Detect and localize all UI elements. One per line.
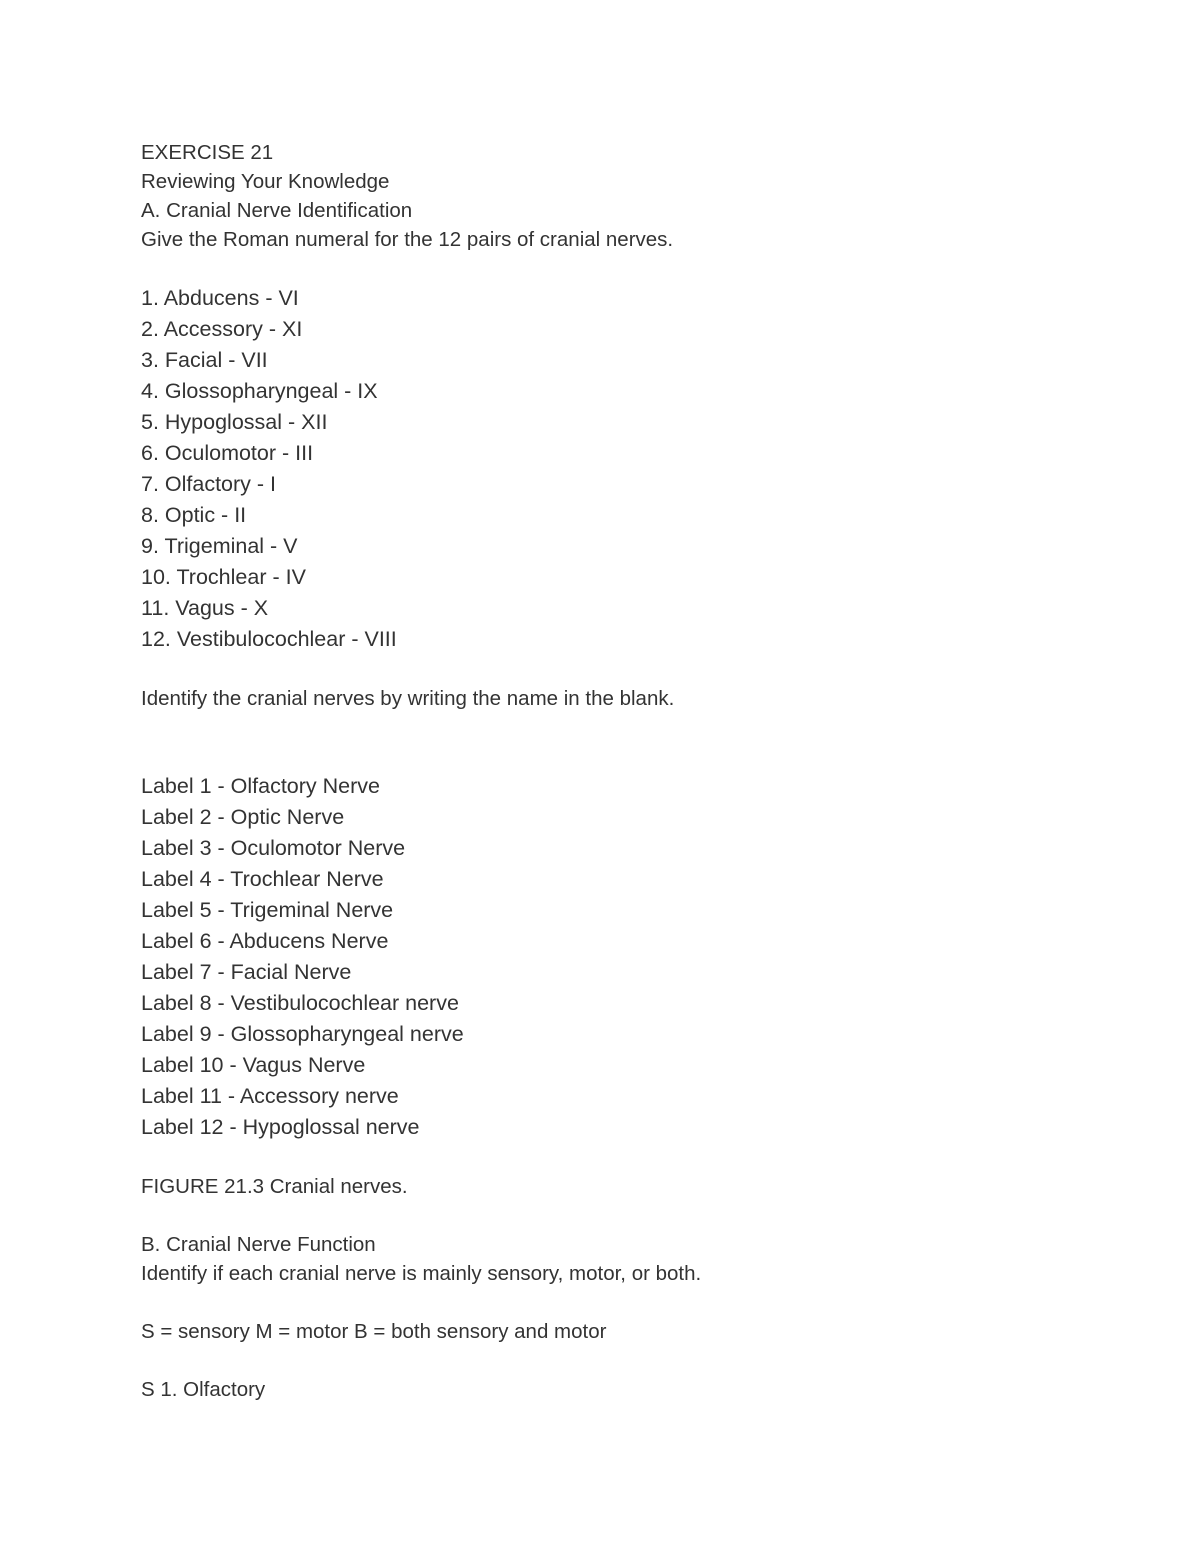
list-item: 12. Vestibulocochlear - VIII <box>141 627 397 651</box>
spacer <box>141 713 1141 771</box>
list-item: Label 5 - Trigeminal Nerve <box>141 898 394 922</box>
spacer <box>141 1346 1141 1375</box>
list-item: Label 12 - Hypoglossal nerve <box>141 1115 420 1139</box>
spacer <box>141 254 1141 283</box>
list-item: 10. Trochlear - IV <box>141 565 306 589</box>
list-item: 4. Glossopharyngeal - IX <box>141 379 378 403</box>
list-item: Label 7 - Facial Nerve <box>141 960 352 984</box>
list-item: Label 6 - Abducens Nerve <box>141 929 389 953</box>
label-list <box>141 771 1141 1143</box>
exercise-title: EXERCISE 21 <box>141 141 274 164</box>
list-item: 6. Oculomotor - III <box>141 441 314 465</box>
roman-numeral-list <box>141 283 1141 655</box>
section-b-first-item: S 1. Olfactory <box>141 1378 266 1401</box>
exercise-subtitle: Reviewing Your Knowledge <box>141 170 390 193</box>
list-item: Label 8 - Vestibulocochlear nerve <box>141 991 459 1015</box>
list-item: Label 4 - Trochlear Nerve <box>141 867 384 891</box>
list-item: Label 2 - Optic Nerve <box>141 805 345 829</box>
spacer <box>141 1143 1141 1172</box>
list-item: 5. Hypoglossal - XII <box>141 410 328 434</box>
spacer <box>141 655 1141 684</box>
list-item: Label 11 - Accessory nerve <box>141 1084 399 1108</box>
list-item: 11. Vagus - X <box>141 596 269 620</box>
section-b-key: S = sensory M = motor B = both sensory and motor <box>141 1320 607 1343</box>
list-item: Label 1 - Olfactory Nerve <box>141 774 380 798</box>
list-item: 9. Trigeminal - V <box>141 534 298 558</box>
section-a-title: A. Cranial Nerve Identification <box>141 199 413 222</box>
list-item: 3. Facial - VII <box>141 348 268 372</box>
section-b-title: B. Cranial Nerve Function <box>141 1233 376 1256</box>
list-item: 8. Optic - II <box>141 503 247 527</box>
section-b-instruction: Identify if each cranial nerve is mainly sensory, motor, or both. <box>141 1262 702 1285</box>
spacer <box>141 1288 1141 1317</box>
list-item: Label 10 - Vagus Nerve <box>141 1053 366 1077</box>
list-item: 7. Olfactory - I <box>141 472 277 496</box>
list-item: 2. Accessory - XI <box>141 317 303 341</box>
document-page <box>141 138 1141 1404</box>
figure-caption: FIGURE 21.3 Cranial nerves. <box>141 1175 408 1198</box>
spacer <box>141 1201 1141 1230</box>
section-a-instruction: Give the Roman numeral for the 12 pairs of cranial nerves. <box>141 228 674 251</box>
identify-instruction: Identify the cranial nerves by writing the name in the blank. <box>141 687 675 710</box>
list-item: Label 3 - Oculomotor Nerve <box>141 836 406 860</box>
list-item: Label 9 - Glossopharyngeal nerve <box>141 1022 464 1046</box>
list-item: 1. Abducens - VI <box>141 286 299 310</box>
